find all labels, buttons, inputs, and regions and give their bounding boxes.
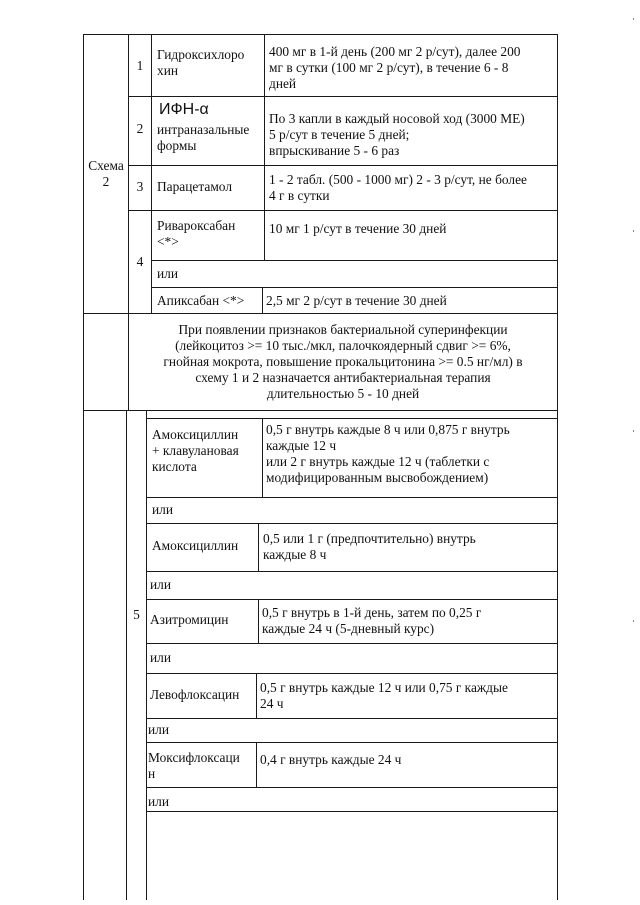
drug-apixaban: Апиксабан <*> (157, 293, 245, 308)
drug-rivaroxaban: Ривароксабан <*> (157, 218, 236, 249)
row-number-2: 2 (136, 121, 144, 136)
note-bottom (83, 410, 558, 411)
dose-amoxicillin: 0,5 или 1 г (предпочтительно) внутрь каждые 8 ч (263, 531, 476, 562)
abx-r3-bottom (146, 643, 558, 644)
dose-ifn-alpha: По 3 капли в каждый носовой ход (3000 МЕ) 5 р/сут в течение 5 дней; впрыскивание 5 - 6 раз (269, 111, 525, 158)
abx-col-drug-left (146, 410, 147, 900)
scheme-label: Схема 2 (88, 158, 124, 189)
abx-r2-bottom (146, 571, 558, 572)
row3-bottom (128, 210, 558, 211)
drug-moxifloxacin: Моксифлоксаци н (148, 750, 240, 781)
drug-amoxicillin: Амоксициллин (152, 538, 239, 553)
col-num-left (128, 34, 129, 313)
drug-hydroxychloroquine: Гидроксихлоро хин (157, 47, 245, 78)
dose-hydroxychloroquine: 400 мг в 1-й день (200 мг 2 р/сут), далее 200 мг в сутки (100 мг 2 р/сут), в течение 6 - 8 дней (269, 44, 521, 91)
drug-azithromycin: Азитромицин (150, 612, 229, 627)
abx-dose-left-3 (258, 599, 259, 643)
abx-top (146, 418, 558, 419)
row-number-1: 1 (136, 58, 144, 73)
drug-amoxiclav: Амоксициллин + клавулановая кислота (152, 427, 239, 474)
dose-apixaban: 2,5 мг 2 р/сут в течение 30 дней (266, 293, 447, 308)
abx-r1-bottom (146, 497, 558, 498)
or-label: или (150, 577, 172, 592)
or-label: или (148, 722, 170, 737)
row-number-5: 5 (133, 607, 140, 622)
drug-ifn-alpha-title: ИФН-α (159, 101, 209, 118)
col-dose-left-2 (262, 287, 263, 313)
dose-levofloxacin: 0,5 г внутрь каждые 12 ч или 0,75 г каждые 24 ч (260, 680, 508, 711)
top-border (83, 34, 558, 35)
row1-bottom (128, 96, 558, 97)
abx-dose-left-4 (256, 673, 257, 718)
row4or-bottom (151, 287, 558, 288)
row-number-4: 4 (136, 254, 144, 269)
dose-amoxiclav: 0,5 г внутрь каждые 8 ч или 0,875 г внутрь каждые 12 ч или 2 г внутрь каждые 12 ч (таблетки с модифицированным высвобождением) (266, 422, 510, 485)
scan-speck (633, 230, 634, 232)
or-label: или (152, 502, 174, 517)
abx-or1-bottom (146, 523, 558, 524)
abx-or5-bottom (146, 811, 558, 812)
superinfection-note: При появлении признаков бактериальной суперинфекции (лейкоцитоз >= 10 тыс./мкл, палочкоядерный сдвиг >= 6%, гнойная мокрота, повышение прокальцитонина >= 0.5 нг/мл) в схему 1 и 2 назначается антибактериальная терапия длительностью 5 - 10 дней (163, 322, 523, 401)
dose-rivaroxaban: 10 мг 1 р/сут в течение 30 дней (269, 221, 447, 236)
dose-moxifloxacin: 0,4 г внутрь каждые 24 ч (260, 752, 402, 767)
abx-col-num-left (126, 410, 127, 900)
or-label: или (150, 650, 172, 665)
abx-r5-bottom (146, 787, 558, 788)
drug-levofloxacin: Левофлоксацин (150, 687, 240, 702)
scan-speck (633, 18, 634, 20)
abx-r4-bottom (146, 718, 558, 719)
abx-dose-left-5 (256, 742, 257, 787)
dose-paracetamol: 1 - 2 табл. (500 - 1000 мг) 2 - 3 р/сут, не более 4 г в сутки (269, 172, 527, 203)
abx-or3-bottom (146, 673, 558, 674)
scan-speck (633, 430, 634, 432)
row2-bottom (128, 165, 558, 166)
scheme-bottom (83, 313, 558, 314)
row-number-3: 3 (136, 179, 144, 194)
drug-ifn-alpha-sub: интраназальные формы (157, 122, 250, 153)
abx-or2-bottom (146, 599, 558, 600)
or-label: или (148, 794, 170, 809)
or-label: или (157, 266, 179, 281)
abx-dose-left-1 (262, 418, 263, 497)
drug-paracetamol: Парацетамол (157, 179, 232, 194)
abx-dose-left-2 (258, 523, 259, 571)
col-drug-left (151, 34, 152, 313)
row4a-bottom (151, 260, 558, 261)
scan-speck (633, 620, 634, 622)
right-border (557, 34, 558, 900)
abx-or4-bottom (146, 742, 558, 743)
dose-azithromycin: 0,5 г внутрь в 1-й день, затем по 0,25 г каждые 24 ч (5-дневный курс) (262, 605, 482, 636)
